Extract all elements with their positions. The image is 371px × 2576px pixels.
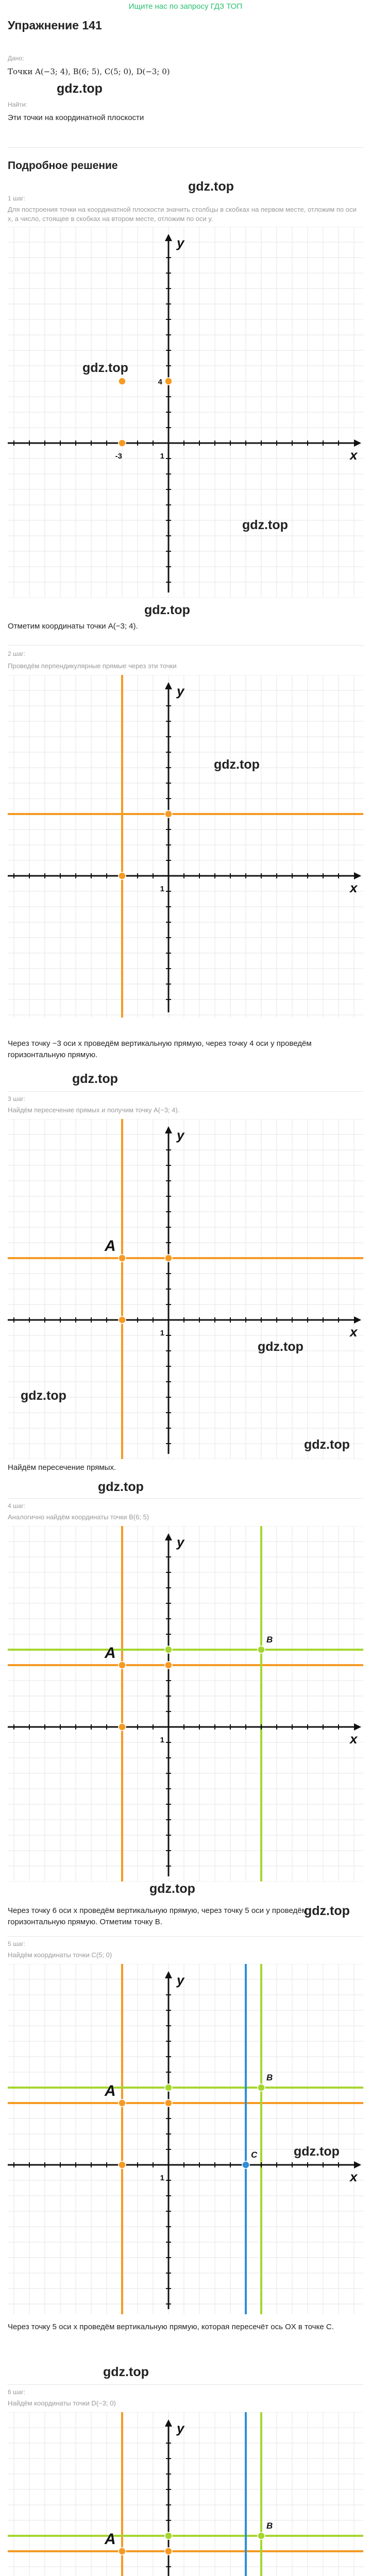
step-3-desc: Найдём пересечение прямых и получим точку A(−3; 4).: [8, 1106, 180, 1114]
step-6-desc: Найдём координаты точки D(−3; 0): [8, 2399, 116, 2407]
point-marker: [242, 2161, 249, 2168]
given-text: Точки A(−3; 4), B(6; 5), C(5; 0), D(−3; 0): [8, 67, 170, 76]
chart-step-5: [8, 1964, 363, 2314]
y-axis-label: y: [177, 1534, 184, 1550]
step-5-desc: Найдём координаты точки C(5; 0): [8, 1951, 112, 1959]
step-1-after: Отметим координаты точки A(−3; 4).: [8, 622, 138, 631]
point-label: B: [266, 1635, 273, 1645]
x-axis-label: x: [350, 447, 358, 463]
point-marker: [119, 1316, 126, 1324]
watermark: gdz.top: [294, 2144, 340, 2159]
point-marker: [258, 1646, 265, 1653]
point-marker: [165, 2532, 172, 2539]
page-title: Упражнение 141: [8, 19, 102, 32]
tick-label: 4: [158, 378, 162, 386]
y-axis-arrow: [165, 2419, 172, 2427]
y-axis-label: y: [177, 683, 184, 699]
watermark: gdz.top: [57, 81, 103, 96]
y-axis-arrow: [165, 1126, 172, 1133]
watermark: gdz.top: [149, 1882, 195, 1896]
divider: [8, 147, 363, 148]
point-marker: [258, 2084, 265, 2091]
watermark: gdz.top: [72, 1072, 118, 1086]
point-label: A: [105, 2531, 116, 2548]
step-5-after: Через точку 5 оси x проведём вертикальную прямую, которая пересечёт ось OX в точке C.: [8, 2323, 334, 2331]
point-label: A: [105, 1238, 116, 1255]
tick-label: 1: [160, 1329, 164, 1337]
x-axis-label: x: [350, 880, 358, 895]
chart-step-2: [8, 675, 363, 1018]
divider: [8, 2384, 363, 2385]
watermark: gdz.top: [242, 518, 288, 532]
point-marker: [119, 1255, 126, 1262]
given-label: Дано:: [8, 55, 24, 62]
grid: [8, 1526, 363, 1882]
y-axis-label: y: [177, 1972, 184, 1988]
chart-step-1: [8, 227, 363, 598]
step-3-after: Найдём пересечение прямых.: [8, 1463, 116, 1472]
chart-step-3: [8, 1119, 363, 1459]
watermark: gdz.top: [188, 179, 234, 194]
step-2-after: Через точку −3 оси x проведём вертикальную прямую, через точку 4 оси y проведём горизонтальную прямую.: [8, 1039, 312, 1059]
solution-heading: Подробное решение: [8, 160, 118, 172]
y-axis-label: y: [177, 235, 184, 250]
x-axis-label: x: [350, 2169, 358, 2184]
step-3-label: 3 шаг:: [8, 1095, 26, 1103]
watermark: gdz.top: [144, 603, 190, 617]
divider: [8, 1936, 363, 1937]
y-axis-label: y: [177, 2420, 184, 2436]
x-axis-label: x: [350, 1324, 358, 1340]
grid: [8, 1964, 363, 2314]
point-marker: [119, 2099, 126, 2107]
point-marker: [119, 1723, 126, 1731]
search-hint-link[interactable]: Ищите нас по запросу ГДЗ ТОП: [128, 2, 243, 11]
step-4-label: 4 шаг:: [8, 1502, 26, 1510]
step-4-desc: Аналогично найдём координаты точки B(6; 5): [8, 1513, 149, 1521]
tick-label: 1: [160, 1736, 164, 1744]
step-2-label: 2 шаг:: [8, 650, 26, 657]
watermark: gdz.top: [214, 757, 260, 772]
point-marker: [165, 2548, 172, 2555]
step-4-after: Через точку 6 оси x проведём вертикальную прямую, через точку 5 оси y проведём горизонтальную прямую. Отметим точку B.: [8, 1906, 307, 1926]
grid: [8, 1119, 363, 1459]
point-marker: [165, 2099, 172, 2107]
point-label: C: [251, 2150, 258, 2160]
point-marker: [165, 1646, 172, 1653]
point-marker: [119, 872, 126, 879]
find-text: Эти точки на координатной плоскости: [8, 113, 144, 122]
point-marker: [258, 2532, 265, 2539]
y-axis-arrow: [165, 234, 172, 241]
x-axis-arrow: [354, 2161, 361, 2168]
watermark: gdz.top: [98, 1480, 144, 1494]
point-marker: [165, 810, 172, 818]
watermark: gdz.top: [304, 1437, 350, 1452]
point-label: A: [105, 1645, 116, 1662]
tick-label: 1: [160, 2174, 164, 2182]
divider: [8, 1091, 363, 1092]
point-label: B: [266, 2073, 273, 2082]
point-marker: [119, 2161, 126, 2168]
watermark: gdz.top: [103, 2365, 149, 2379]
point-marker: [165, 2084, 172, 2091]
tick-label: 1: [160, 452, 164, 461]
divider: [8, 1498, 363, 1499]
watermark: gdz.top: [82, 361, 128, 375]
grid: [8, 675, 363, 1018]
step-1-desc: Для построения точки на координатной плоскости значить столбцы в скобках на первом месте, отложим по оси x, а число, стоящее в скобках на втором месте, отложим по оси y.: [8, 206, 357, 223]
point-marker: [165, 1255, 172, 1262]
chart-step-6: [8, 2412, 363, 2576]
x-axis-arrow: [354, 872, 361, 879]
point-label: A: [105, 2082, 116, 2099]
y-axis-label: y: [177, 1127, 184, 1143]
y-axis-arrow: [165, 1533, 172, 1540]
y-axis-arrow: [165, 682, 172, 689]
tick-label: -3: [115, 452, 122, 461]
point-marker: [119, 2548, 126, 2555]
watermark: gdz.top: [304, 1904, 350, 1918]
x-axis-label: x: [350, 1731, 358, 1747]
y-axis-arrow: [165, 1971, 172, 1978]
point-marker: [119, 1662, 126, 1669]
step-1-label: 1 шаг:: [8, 195, 26, 202]
divider: [8, 645, 363, 646]
step-5-label: 5 шаг:: [8, 1940, 26, 1947]
find-label: Найти:: [8, 101, 27, 108]
point-marker: [165, 378, 172, 385]
watermark: gdz.top: [258, 1340, 303, 1354]
step-6-label: 6 шаг:: [8, 2388, 26, 2396]
x-axis-arrow: [354, 439, 361, 447]
x-axis-arrow: [354, 1723, 361, 1731]
point-marker: [119, 439, 126, 447]
x-axis-arrow: [354, 1316, 361, 1324]
point-marker: [119, 378, 126, 385]
tick-label: 1: [160, 885, 164, 893]
point-marker: [165, 1662, 172, 1669]
grid: [8, 227, 363, 598]
watermark: gdz.top: [21, 1388, 66, 1403]
point-label: B: [266, 2521, 273, 2531]
step-2-desc: Проведём перпендикулярные прямые через эти точки: [8, 662, 177, 670]
chart-step-4: [8, 1526, 363, 1882]
